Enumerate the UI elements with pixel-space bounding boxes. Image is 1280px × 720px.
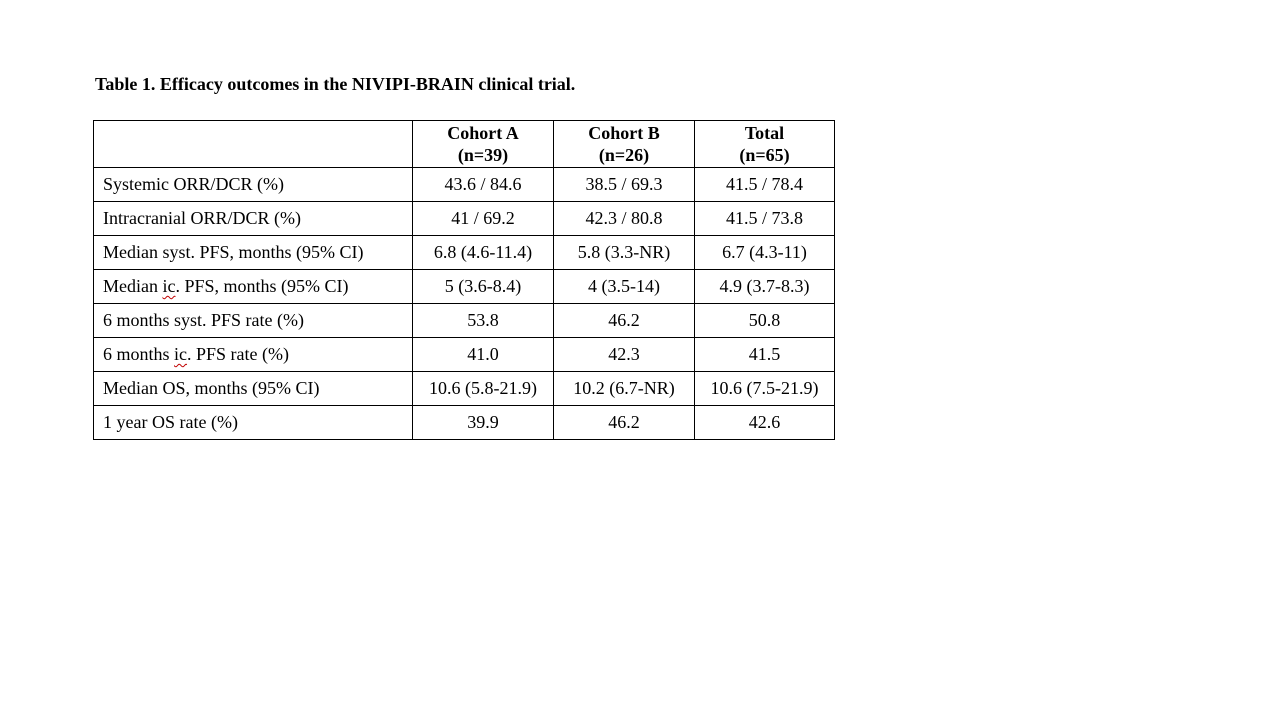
header-total-n: (n=65) — [739, 145, 790, 165]
row-label: Intracranial ORR/DCR (%) — [94, 202, 413, 236]
row-label — [94, 338, 413, 372]
cell-total: 50.8 — [695, 304, 835, 338]
cell-cohort-b: 42.3 — [554, 338, 695, 372]
table-row — [94, 236, 835, 270]
table-row — [94, 202, 835, 236]
table-row — [94, 304, 835, 338]
spellcheck-marked-word: ic — [162, 276, 176, 296]
cell-total: 42.6 — [695, 406, 835, 440]
header-cohort-a-n: (n=39) — [457, 145, 509, 165]
row-label: 6 months syst. PFS rate (%) — [94, 304, 413, 338]
table-row — [94, 338, 835, 372]
cell-cohort-a: 41 / 69.2 — [413, 202, 554, 236]
table-row — [94, 270, 835, 304]
cell-cohort-a: 53.8 — [413, 304, 554, 338]
cell-cohort-a: 5 (3.6-8.4) — [413, 270, 554, 304]
cell-cohort-a: 39.9 — [413, 406, 554, 440]
cell-total: 4.9 (3.7-8.3) — [695, 270, 835, 304]
cell-cohort-b: 46.2 — [554, 406, 695, 440]
header-total — [695, 121, 835, 168]
cell-cohort-a: 10.6 (5.8-21.9) — [413, 372, 554, 406]
header-cohort-a — [413, 121, 554, 168]
cell-cohort-b: 46.2 — [554, 304, 695, 338]
cell-cohort-a: 6.8 (4.6-11.4) — [413, 236, 554, 270]
header-cohort-b-n: (n=26) — [598, 145, 650, 165]
cell-cohort-b: 4 (3.5-14) — [554, 270, 695, 304]
cell-total: 6.7 (4.3-11) — [695, 236, 835, 270]
header-cohort-b — [554, 121, 695, 168]
header-cohort-b-name: Cohort B — [588, 123, 660, 143]
header-corner-cell — [94, 121, 413, 168]
row-label-pre: 6 months — [103, 344, 175, 364]
table-row — [94, 406, 835, 440]
row-label-post: . PFS rate (%) — [187, 344, 290, 364]
efficacy-table — [93, 120, 835, 440]
header-total-name: Total — [744, 123, 785, 143]
cell-cohort-b: 42.3 / 80.8 — [554, 202, 695, 236]
cell-total: 41.5 / 73.8 — [695, 202, 835, 236]
header-cohort-a-name: Cohort A — [447, 123, 519, 143]
row-label-post: . PFS, months (95% CI) — [175, 276, 349, 296]
cell-total: 41.5 — [695, 338, 835, 372]
row-label: Median syst. PFS, months (95% CI) — [94, 236, 413, 270]
table-row — [94, 168, 835, 202]
spellcheck-marked-word: ic — [174, 344, 188, 364]
cell-total: 10.6 (7.5-21.9) — [695, 372, 835, 406]
table-header-row — [94, 121, 835, 168]
cell-total: 41.5 / 78.4 — [695, 168, 835, 202]
row-label: Systemic ORR/DCR (%) — [94, 168, 413, 202]
table-row — [94, 372, 835, 406]
row-label-pre: Median — [103, 276, 163, 296]
cell-cohort-b: 10.2 (6.7-NR) — [554, 372, 695, 406]
cell-cohort-a: 43.6 / 84.6 — [413, 168, 554, 202]
row-label: Median OS, months (95% CI) — [94, 372, 413, 406]
row-label: 1 year OS rate (%) — [94, 406, 413, 440]
cell-cohort-a: 41.0 — [413, 338, 554, 372]
row-label — [94, 270, 413, 304]
table-caption: Table 1. Efficacy outcomes in the NIVIPI-BRAIN clinical trial. — [95, 74, 576, 94]
cell-cohort-b: 5.8 (3.3-NR) — [554, 236, 695, 270]
cell-cohort-b: 38.5 / 69.3 — [554, 168, 695, 202]
